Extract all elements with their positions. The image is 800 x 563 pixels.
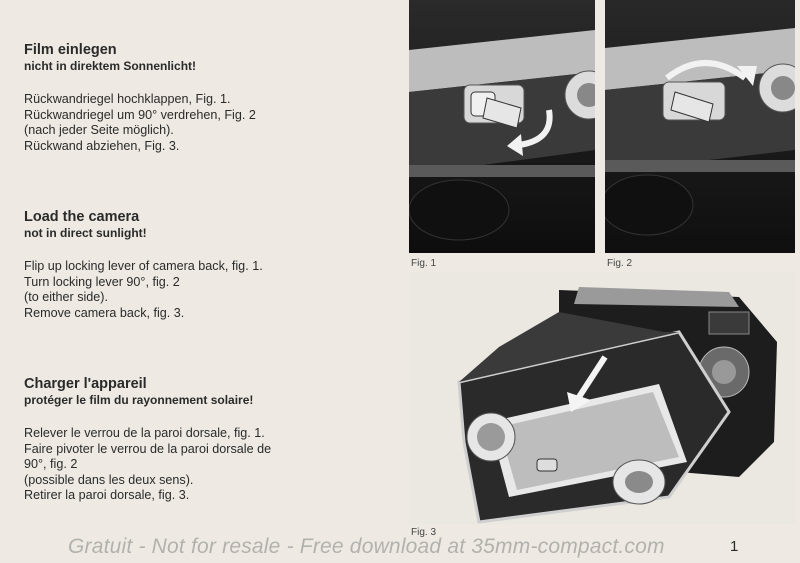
instruction-line: (nach jeder Seite möglich). xyxy=(24,123,174,138)
section-subheading: nicht in direktem Sonnenlicht! xyxy=(24,59,197,73)
instruction-line: Relever le verrou de la paroi dorsale, fig. 1. xyxy=(24,426,265,440)
instruction-line: Rückwandriegel um 90° verdrehen, Fig. 2 xyxy=(24,107,256,122)
figure-1-caption: Fig. 1 xyxy=(411,258,437,269)
instruction-line: Turn locking lever 90°, fig. 2 xyxy=(24,274,180,289)
instruction-line: Retirer la paroi dorsale, fig. 3. xyxy=(24,488,190,503)
section-heading: Film einlegen xyxy=(24,42,117,58)
instruction-line: Flip up locking lever of camera back, fig. 1. xyxy=(24,259,263,273)
section-heading: Charger l'appareil xyxy=(24,376,147,392)
instruction-line: Rückwand abziehen, Fig. 3. xyxy=(24,138,180,153)
figure-3-photo xyxy=(409,272,795,524)
page-number: 1 xyxy=(730,538,739,555)
section-english xyxy=(24,209,263,321)
figure-3-caption: Fig. 3 xyxy=(411,527,437,538)
section-subheading: protéger le film du rayonnement solaire! xyxy=(24,393,254,407)
section-heading: Load the camera xyxy=(24,209,140,225)
section-german xyxy=(24,42,256,154)
watermark: Gratuit - Not for resale - Free download at 35mm-compact.com xyxy=(68,535,665,558)
instruction-line: (possible dans les deux sens). xyxy=(24,472,194,487)
instruction-line: (to either side). xyxy=(24,290,108,305)
figure-2-caption: Fig. 2 xyxy=(607,258,633,269)
instruction-line: Faire pivoter le verrou de la paroi dorsale de xyxy=(24,441,272,456)
instruction-line: Remove camera back, fig. 3. xyxy=(24,305,185,320)
instruction-line: 90°, fig. 2 xyxy=(24,457,78,472)
section-subheading: not in direct sunlight! xyxy=(24,226,147,240)
section-french xyxy=(24,376,271,504)
instruction-line: Rückwandriegel hochklappen, Fig. 1. xyxy=(24,92,231,106)
figure-1-photo xyxy=(409,0,595,253)
figure-2-photo xyxy=(605,0,795,253)
